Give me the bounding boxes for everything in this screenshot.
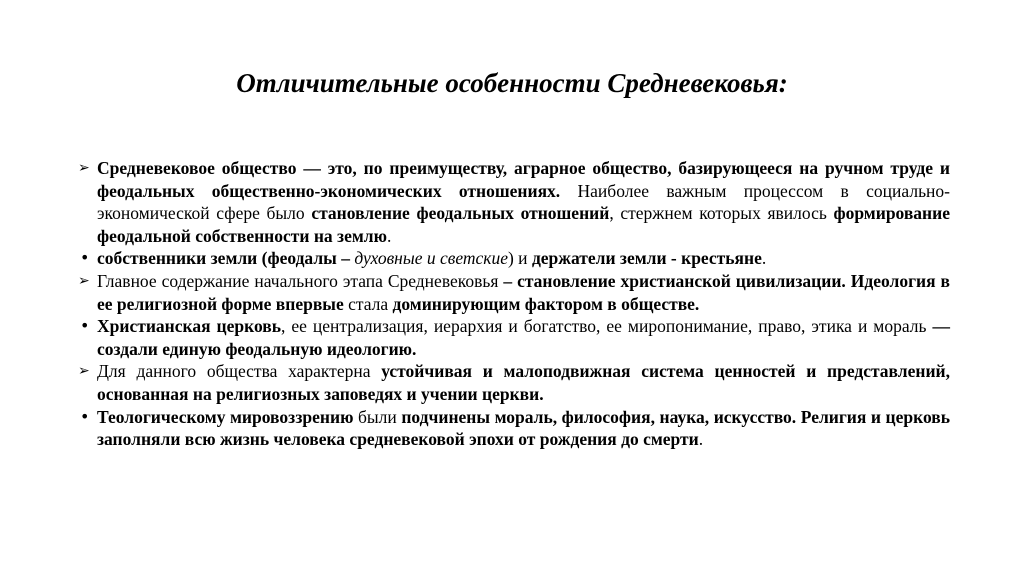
bold-text: устойчивая и малоподвижная система ценностей и представлений, основанная на религиозных заповедях и учении церкви. [97,361,950,404]
plain-text: . [761,248,767,269]
plain-text: Наиболее важным процессом в социально-экономической сфере было [97,180,950,224]
list-item-text [97,270,950,315]
list-item [78,247,950,270]
bold-text: подчинены мораль, философия, наука, искусство. Религия и церковь заполняли всю жизнь человека средневековой эпохи от рождения до смерти [97,406,950,450]
bullet-dot-icon: • [80,316,90,336]
list-item [78,315,950,360]
list-item [78,360,950,405]
list-item [78,406,950,451]
bullet-dot-icon: • [80,406,90,426]
list-item-text [97,157,950,247]
list-item [78,270,950,315]
bold-text: — создали единую феодальную идеологию. [97,316,950,359]
list-item [78,157,950,247]
bold-text: Теологическому мировоззрению [97,406,354,427]
plain-text: , ее централизация, иерархия и богатство, ее миропонимание, право, этика и мораль [280,316,933,337]
bold-text: Средневековое общество — это, по преимуществу, аграрное общество, базирующееся на ручном труде и феодальных общественно-экономических отношениях. [97,158,950,201]
plain-text: стала [343,293,393,314]
list-item-text [97,247,950,270]
plain-text: Для данного общества характерна [97,361,382,382]
italic-text: духовные и светские [354,248,508,269]
plain-text: , стержнем которых явилось [609,203,834,224]
plain-text: были [353,406,402,427]
list-item-text [97,360,950,405]
plain-text: Главное содержание начального этапа Средневековья [97,270,504,291]
bold-text: – становление христианской цивилизации. Идеология в ее религиозной форме впервые [97,270,950,314]
bold-text: становление феодальных отношений [311,203,610,224]
plain-text: ) и [507,248,532,269]
arrow-bullet-icon: ➢ [78,160,90,176]
bold-text: держатели земли - крестьяне [531,248,762,269]
plain-text: . [698,429,704,450]
plain-text: . [386,225,392,246]
arrow-bullet-icon: ➢ [78,272,90,289]
bold-text: Христианская церковь [97,316,281,337]
list-item-text [97,315,950,360]
slide-title: Отличительные особенности Средневековья: [236,68,788,98]
bullet-list [78,157,950,451]
arrow-bullet-icon: ➢ [78,363,90,380]
bullet-dot-icon: • [80,248,90,268]
list-item-text [97,406,950,451]
bold-text: формирование феодальной собственности на землю [97,203,950,246]
bold-text: собственники земли (феодалы – [97,248,355,269]
bold-text: доминирующим фактором в обществе. [392,293,700,314]
